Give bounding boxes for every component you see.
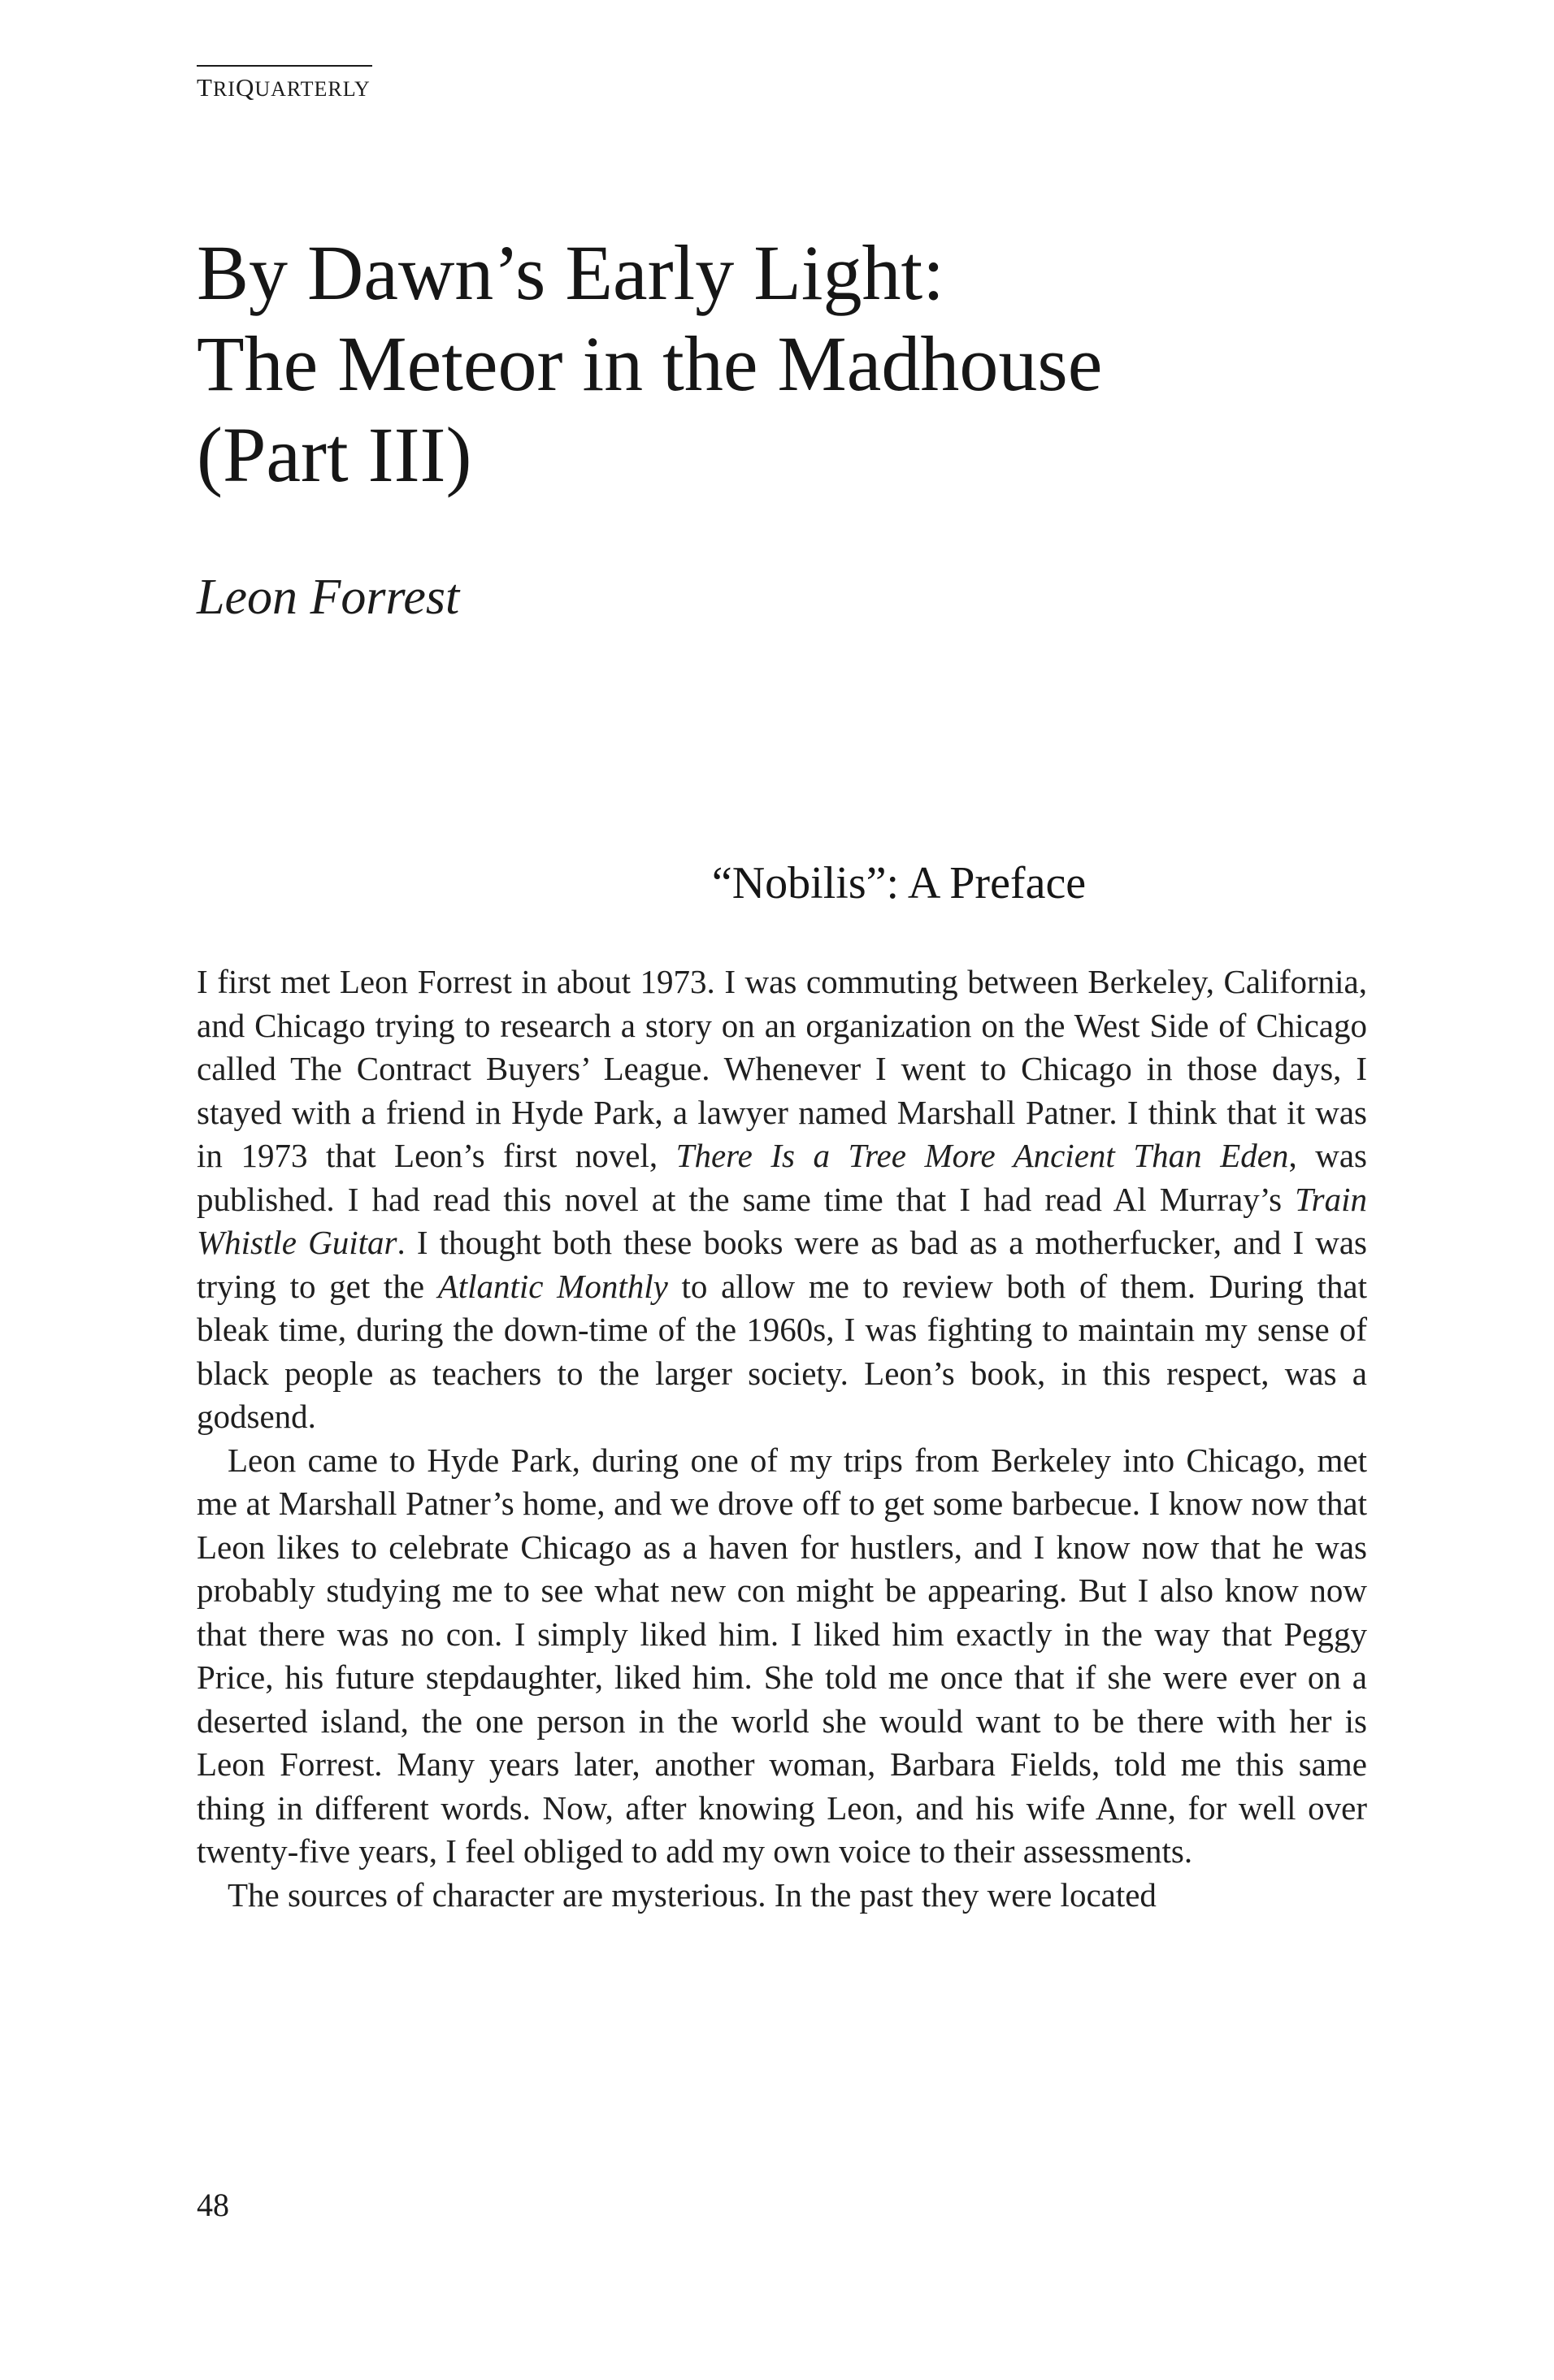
book-title-there-is-a-tree: There Is a Tree More Ancient Than Eden [675,1137,1289,1174]
paragraph-1-part-b: , was published. I had read this novel at the same time that I had read Al Murray’s [197,1137,1368,1218]
magazine-title-atlantic-monthly: Atlantic Monthly [437,1267,668,1305]
title-line-3: (Part III) [197,411,472,498]
page-number: 48 [197,2187,229,2223]
paragraph-3: The sources of character are mysterious. In the past they were located [228,1875,1157,1914]
article-title [197,228,1400,501]
book-title-train-whistle-guitar: Train Whistle Guitar [197,1180,1367,1261]
paragraph-1-part-d: to allow me to review both of them. During that bleak time, during the down-time of the 1960s, I was fighting to maintain my sense of black people as teachers to the larger society. Leon’s book, in this respect, was a godsend. [197,1267,1367,1435]
paragraph-1-part-a: I first met Leon Forrest in about 1973. I was commuting between Berkeley, California, and Chicago trying to research a story on an organization on the West Side of Chicago called The Contract Buyers’ League. Whenever I went to Chicago in those days, I stayed with a friend in Hyde Park, a lawyer named Marshall Patner. I think that it was in 1973 that Leon’s first novel, [197,963,1367,1174]
paragraph-2: Leon came to Hyde Park, during one of my trips from Berkeley into Chicago, met me at Marshall Patner’s home, and we drove off to get some barbecue. I know now that Leon likes to celebrate Chicago as a haven for hustlers, and I know now that he was probably studying me to see what new con might be appearing. But I also know now that there was no con. I simply liked him. I liked him exactly in the way that Peggy Price, his future stepdaughter, liked him. She told me once that if she were ever on a deserted island, the one person in the world she would want to be there with her is Leon Forrest. Many years later, another woman, Barbara Fields, told me this same thing in different words. Now, after knowing Leon, and his wife Anne, for well over twenty-five years, I feel obliged to add my own voice to their assessments. [197,1441,1367,1870]
paragraph-1-part-c: . I thought both these books were as bad as a motherfucker, and I was trying to get the [197,1224,1367,1305]
author-name: Leon Forrest [197,570,460,625]
paragraph-1 [197,960,1367,1439]
running-head-cap-t: T [197,73,213,102]
running-head-small-1: RI [212,77,236,101]
running-head [197,73,371,102]
title-line-1: By Dawn’s Early Light: [197,229,944,316]
running-head-cap-q: Q [235,73,255,102]
body-text [197,960,1367,1917]
running-head-small-2: UARTERLY [254,77,371,101]
title-line-2: The Meteor in the Madhouse [197,320,1103,407]
section-heading: “Nobilis”: A Preface [711,858,1087,908]
